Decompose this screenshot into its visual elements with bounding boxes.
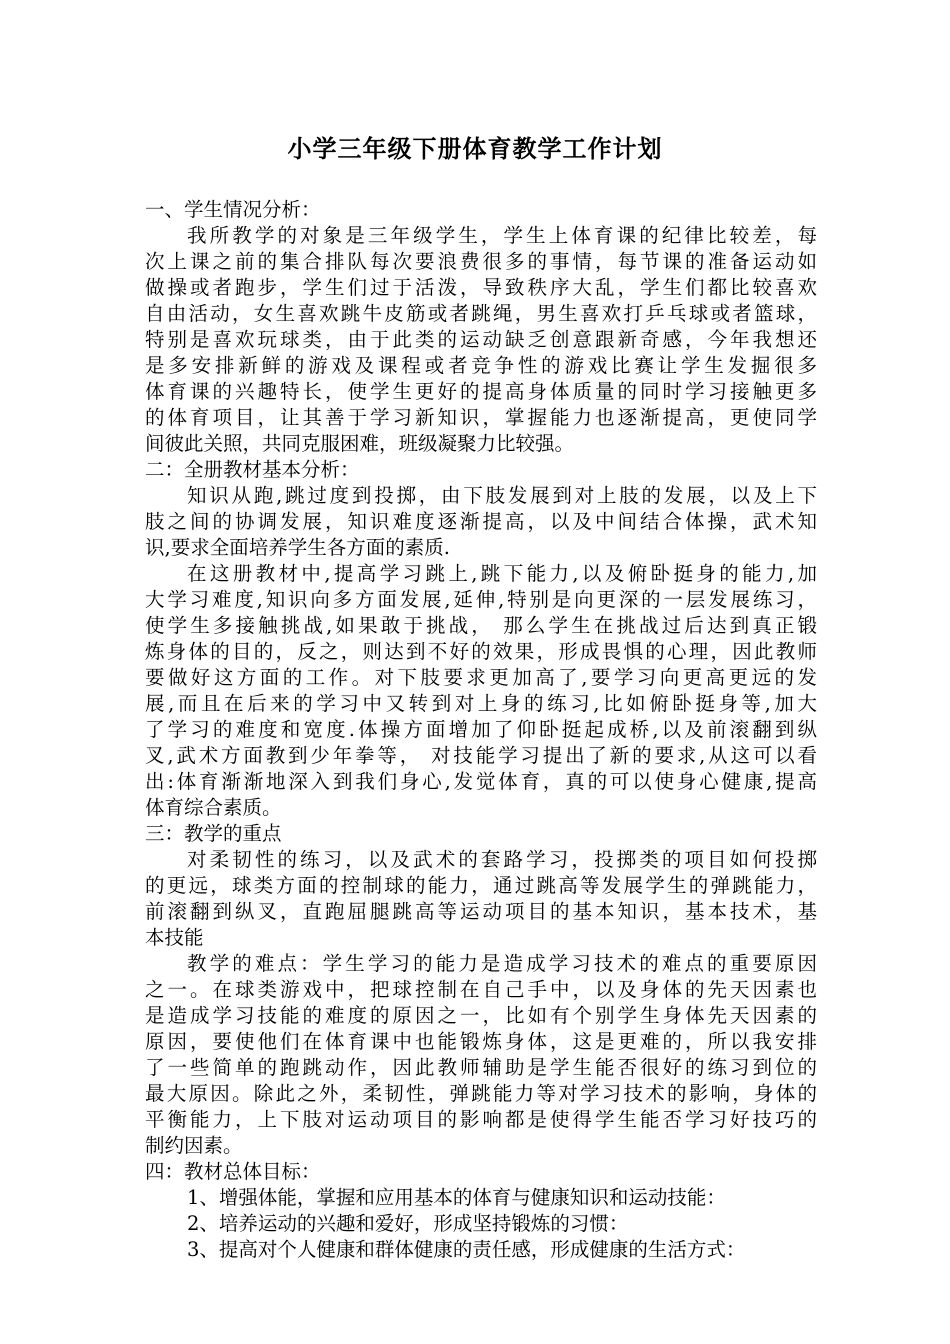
text-line: 要做好这方面的工作。对下肢要求更加高了,要学习向更高更远的发 bbox=[145, 666, 817, 689]
text-line: 四：教材总体目标： bbox=[145, 1160, 321, 1183]
text-line: 1、增强体能，掌握和应用基本的体育与健康知识和运动技能： bbox=[187, 1186, 726, 1209]
text-line: 自由活动，女生喜欢跳牛皮筋或者跳绳，男生喜欢打乒乓球或者篮球， bbox=[145, 302, 817, 325]
text-line: 出:体育渐渐地深入到我们身心,发觉体育，真的可以使身心健康,提高 bbox=[145, 770, 817, 793]
text-line: 3、提高对个人健康和群体健康的责任感，形成健康的生活方式： bbox=[187, 1238, 746, 1261]
text-line: 之一。在球类游戏中，把球控制在自己手中，以及身体的先天因素也 bbox=[145, 978, 817, 1001]
text-line: 前滚翻到纵叉，直跑屈腿跳高等运动项目的基本知识，基本技术，基 bbox=[145, 900, 817, 923]
text-line: 间彼此关照，共同克服困难，班级凝聚力比较强。 bbox=[145, 432, 575, 455]
text-line: 最大原因。除此之外，柔韧性，弹跳能力等对学习技术的影响，身体的 bbox=[145, 1082, 817, 1105]
text-line: 制约因素。 bbox=[145, 1134, 243, 1157]
text-line: 原因，要使他们在体育课中也能锻炼身体，这是更难的，所以我安排 bbox=[145, 1030, 817, 1053]
text-line: 是多安排新鲜的游戏及课程或者竞争性的游戏比赛让学生发掘很多 bbox=[145, 354, 817, 377]
document-title: 小学三年级下册体育教学工作计划 bbox=[287, 134, 663, 163]
text-line: 了一些简单的跑跳动作，因此教师辅助是学生能否很好的练习到位的 bbox=[145, 1056, 817, 1079]
text-line: 三：教学的重点 bbox=[145, 822, 282, 845]
text-line: 的体育项目，让其善于学习新知识，掌握能力也逐渐提高，更使同学 bbox=[145, 406, 817, 429]
text-line: 教学的难点：学生学习的能力是造成学习技术的难点的重要原因 bbox=[187, 952, 817, 975]
text-line: 体育综合素质。 bbox=[145, 796, 282, 819]
text-line: 炼身体的目的，反之，则达到不好的效果，形成畏惧的心理，因此教师 bbox=[145, 640, 817, 663]
text-line: 使学生多接触挑战,如果敢于挑战， 那么学生在挑战过后达到真正锻 bbox=[145, 614, 817, 637]
text-line: 叉,武术方面教到少年拳等， 对技能学习提出了新的要求,从这可以看 bbox=[145, 744, 817, 767]
text-line: 是造成学习技能的难度的原因之一，比如有个别学生身体先天因素的 bbox=[145, 1004, 817, 1027]
text-line: 做操或者跑步，学生们过于活泼，导致秩序大乱，学生们都比较喜欢 bbox=[145, 276, 817, 299]
text-line: 识,要求全面培养学生各方面的素质. bbox=[145, 536, 450, 559]
text-line: 肢之间的协调发展，知识难度逐渐提高，以及中间结合体操，武术知 bbox=[145, 510, 817, 533]
text-line: 2、培养运动的兴趣和爱好，形成坚持锻炼的习惯： bbox=[187, 1212, 629, 1235]
text-line: 了学习的难度和宽度.体操方面增加了仰卧挺起成桥,以及前滚翻到纵 bbox=[145, 718, 817, 741]
text-line: 知识从跑,跳过度到投掷，由下肢发展到对上肢的发展，以及上下 bbox=[187, 484, 817, 507]
text-line: 在这册教材中,提高学习跳上,跳下能力,以及俯卧挺身的能力,加 bbox=[187, 562, 817, 585]
document-body bbox=[145, 197, 817, 1263]
text-line: 特别是喜欢玩球类，由于此类的运动缺乏创意跟新奇感，今年我想还 bbox=[145, 328, 817, 351]
text-line: 二：全册教材基本分析： bbox=[145, 458, 360, 481]
text-line: 的更远，球类方面的控制球的能力，通过跳高等发展学生的弹跳能力， bbox=[145, 874, 817, 897]
text-line: 一、学生情况分析： bbox=[145, 198, 321, 221]
text-line: 次上课之前的集合排队每次要浪费很多的事情，每节课的准备运动如 bbox=[145, 250, 817, 273]
text-line: 本技能 bbox=[145, 926, 204, 949]
text-line: 展,而且在后来的学习中又转到对上身的练习,比如俯卧挺身等,加大 bbox=[145, 692, 817, 715]
text-line: 大学习难度,知识向多方面发展,延伸,特别是向更深的一层发展练习， bbox=[145, 588, 817, 611]
text-line: 体育课的兴趣特长，使学生更好的提高身体质量的同时学习接触更多 bbox=[145, 380, 817, 403]
text-line: 我所教学的对象是三年级学生，学生上体育课的纪律比较差，每 bbox=[187, 224, 817, 247]
text-line: 平衡能力，上下肢对运动项目的影响都是使得学生能否学习好技巧的 bbox=[145, 1108, 817, 1131]
text-line: 对柔韧性的练习，以及武术的套路学习，投掷类的项目如何投掷 bbox=[187, 848, 817, 871]
document-page bbox=[145, 0, 817, 1344]
